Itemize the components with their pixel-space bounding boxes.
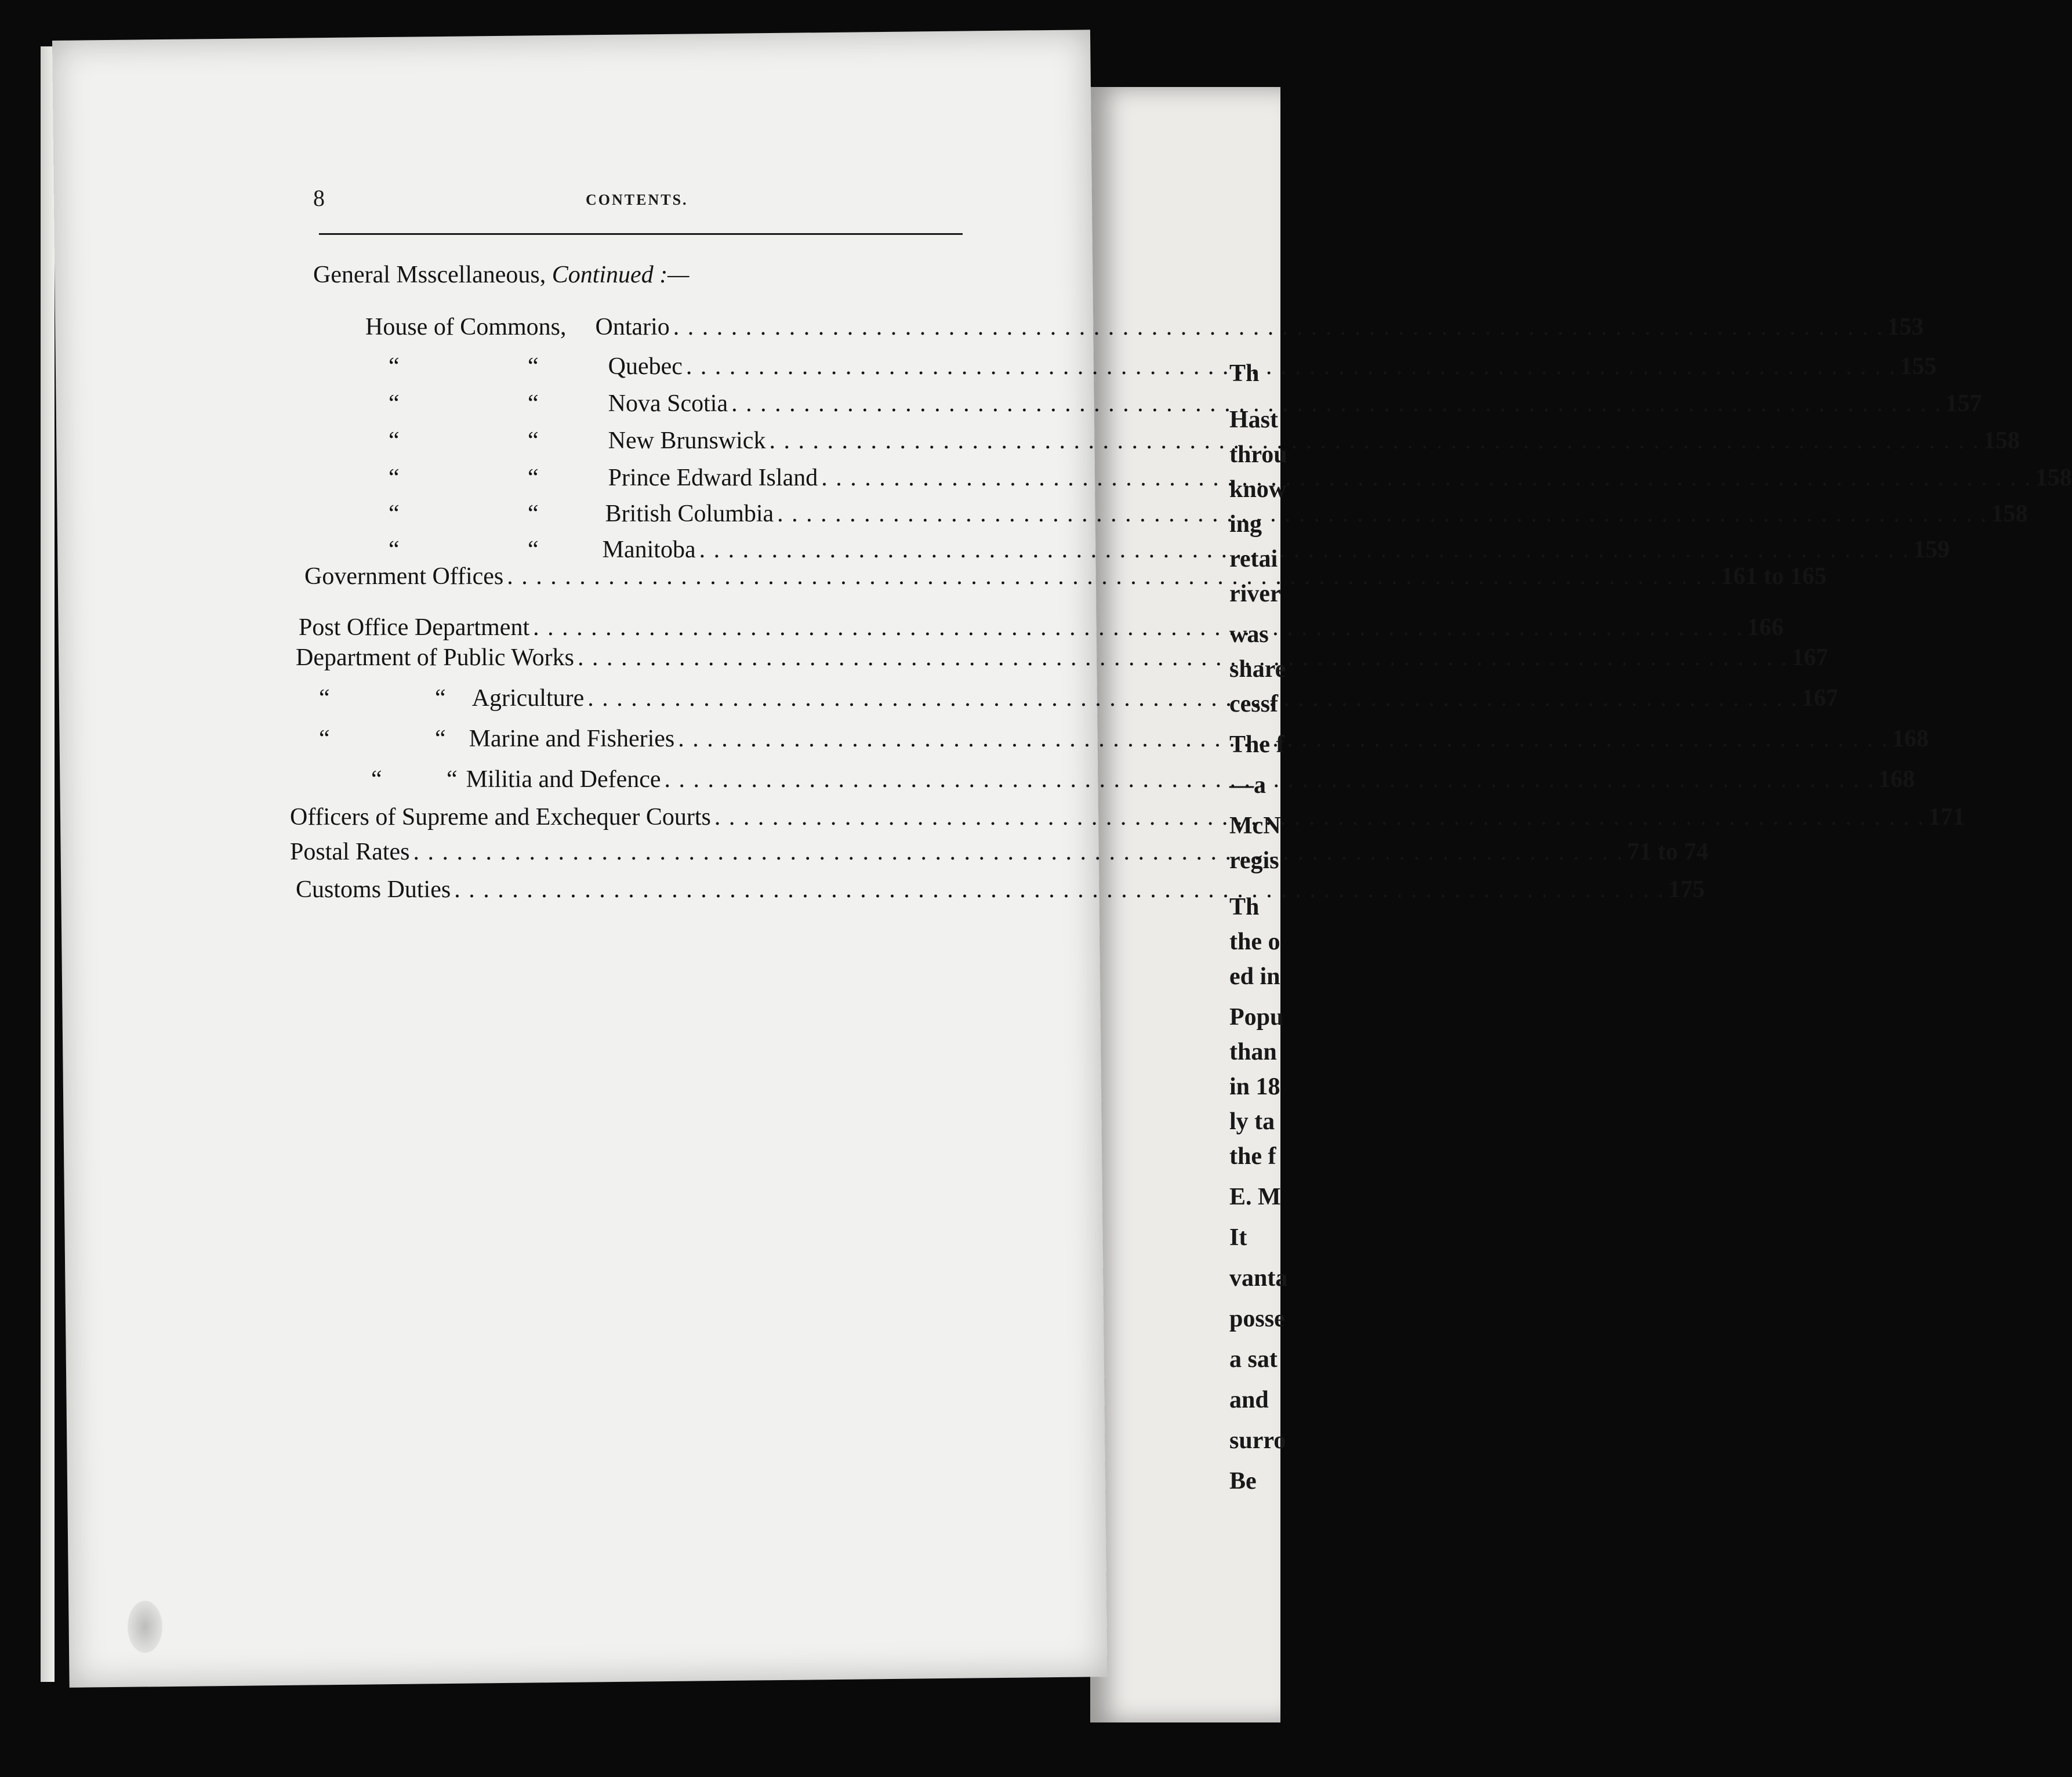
page-header (313, 184, 963, 219)
dot-leader (769, 427, 1980, 455)
facing-page-text-fragment: The f (1229, 731, 1284, 758)
facing-page-text-fragment: vanta (1229, 1265, 1288, 1292)
ditto-mark: “ (389, 465, 400, 491)
facing-page-text-fragment: a sat (1229, 1346, 1278, 1373)
facing-page-text-fragment: Popu (1229, 1004, 1284, 1031)
facing-page-text-fragment: ly ta (1229, 1108, 1275, 1135)
toc-entry-label: Militia and Defence (466, 766, 661, 793)
ditto-mark: “ (528, 536, 539, 563)
page-edge (41, 46, 55, 1682)
ditto-mark: “ (528, 501, 539, 527)
facing-page-text-fragment: in 18 (1229, 1074, 1280, 1100)
facing-page-text-fragment: throu (1229, 441, 1287, 468)
facing-page-text-fragment: the f (1229, 1143, 1276, 1170)
section-subtitle: Continued :— (551, 262, 690, 288)
toc-page-number: 168 (1892, 726, 1929, 752)
toc-entry-label: Nova Scotia (608, 390, 728, 417)
toc-entry-label: New Brunswick (608, 427, 766, 454)
dot-leader (714, 803, 1925, 831)
facing-page-text-fragment: share (1229, 656, 1286, 683)
toc-entry-label: Quebec (608, 353, 683, 380)
dot-leader (533, 614, 1744, 641)
facing-page-text-fragment: was (1229, 621, 1269, 648)
toc-page-number: 159 (1913, 536, 1950, 563)
ditto-mark: “ (528, 465, 539, 491)
toc-page-number: 71 to 74 (1627, 839, 1708, 865)
toc-entry-label: Ontario (595, 314, 670, 340)
dot-leader (665, 766, 1875, 793)
facing-page-text-fragment: ed in (1229, 963, 1280, 990)
toc-page-number: 167 (1801, 685, 1838, 712)
facing-page-text-fragment: the o (1229, 929, 1280, 955)
dot-leader (777, 500, 1988, 528)
toc-page-number: 167 (1791, 644, 1828, 671)
toc-entry-label: Post Office Department (299, 614, 530, 641)
toc-entry (365, 313, 1924, 346)
toc-page-number: 175 (1668, 876, 1705, 903)
ditto-mark: “ (389, 536, 400, 563)
dot-leader (578, 644, 1788, 672)
facing-page-text-fragment: know (1229, 476, 1287, 503)
toc-page-number: 168 (1878, 766, 1915, 793)
facing-page-text-fragment: posse (1229, 1305, 1285, 1332)
dot-leader (587, 684, 1798, 712)
facing-page-text-fragment: than (1229, 1039, 1277, 1065)
toc-entry-label: Officers of Supreme and Exchequer Courts (290, 804, 711, 831)
section-title-text: General Msscellaneous, (313, 262, 546, 288)
ditto-mark: “ (389, 501, 400, 527)
toc-entry-label: Department of Public Works (296, 644, 574, 671)
toc-page-number: 153 (1887, 314, 1924, 340)
toc-entry-label: British Columbia (605, 501, 774, 527)
toc-entry-label: Prince Edward Island (608, 465, 818, 491)
ditto-mark: “ (528, 427, 539, 454)
toc-page-number: 166 (1747, 614, 1784, 641)
toc-page-number: 171 (1928, 804, 1965, 831)
facing-page-text-fragment: —a (1229, 772, 1266, 799)
toc-entry-label: House of Commons, (365, 314, 567, 340)
ditto-mark: “ (371, 766, 382, 793)
page-number: 8 (313, 185, 325, 211)
ditto-mark: “ (528, 353, 539, 380)
running-head: CONTENTS. (586, 191, 688, 208)
toc-page-number: 158 (2035, 465, 2072, 491)
toc-entry-label: Manitoba (602, 536, 696, 563)
facing-page-text-fragment: surro (1229, 1427, 1286, 1454)
ditto-mark: “ (319, 685, 330, 712)
ditto-mark: “ (435, 726, 446, 752)
ditto-mark: “ (528, 390, 539, 417)
dot-leader (821, 464, 2032, 492)
toc-entry-label: Government Offices (304, 563, 504, 590)
toc-page-number: 155 (1900, 353, 1937, 380)
facing-page-text-fragment: It (1229, 1224, 1247, 1251)
facing-page-text-fragment: regis (1229, 847, 1279, 874)
toc-page-number: 161 to 165 (1721, 563, 1827, 590)
toc-entry-label: Marine and Fisheries (469, 726, 675, 752)
dot-leader (678, 725, 1889, 753)
facing-page-text-fragment: Hast (1229, 407, 1278, 433)
dot-leader (699, 536, 1910, 564)
dot-leader (454, 876, 1665, 904)
section-title (313, 261, 690, 289)
ditto-mark: “ (435, 685, 446, 712)
toc-entry-label: Customs Duties (296, 876, 451, 903)
facing-page-text-fragment: cessf (1229, 691, 1278, 717)
facing-page-text-fragment: Th (1229, 360, 1260, 387)
header-rule (319, 233, 963, 235)
toc-entry (371, 766, 1915, 798)
dot-leader (673, 313, 1884, 341)
facing-page-text-fragment: McN (1229, 813, 1281, 839)
dot-leader (507, 563, 1718, 590)
ditto-mark: “ (389, 390, 400, 417)
toc-page-number: 158 (1991, 501, 2028, 527)
ditto-mark: “ (389, 353, 400, 380)
facing-page-text-fragment: retai (1229, 546, 1278, 572)
facing-page-text-fragment: E. M (1229, 1184, 1281, 1210)
facing-page-text-fragment: ing (1229, 511, 1262, 538)
toc-entry-label: Agriculture (471, 685, 585, 712)
library-stamp-mark (128, 1601, 162, 1653)
dot-leader (413, 838, 1624, 866)
dot-leader (686, 353, 1897, 380)
ditto-mark: “ (447, 766, 458, 793)
facing-page-text-fragment: river (1229, 581, 1281, 607)
facing-page-text-fragment: Th (1229, 894, 1260, 920)
ditto-mark: “ (319, 726, 330, 752)
facing-page-text-fragment: Be (1229, 1468, 1257, 1495)
dot-leader (731, 390, 1942, 418)
toc-page-number: 158 (1983, 427, 2020, 454)
toc-page-number: 157 (1945, 390, 1982, 417)
toc-entry-label: Postal Rates (290, 839, 410, 865)
ditto-mark: “ (389, 427, 400, 454)
facing-page-text-fragment: and (1229, 1387, 1269, 1413)
